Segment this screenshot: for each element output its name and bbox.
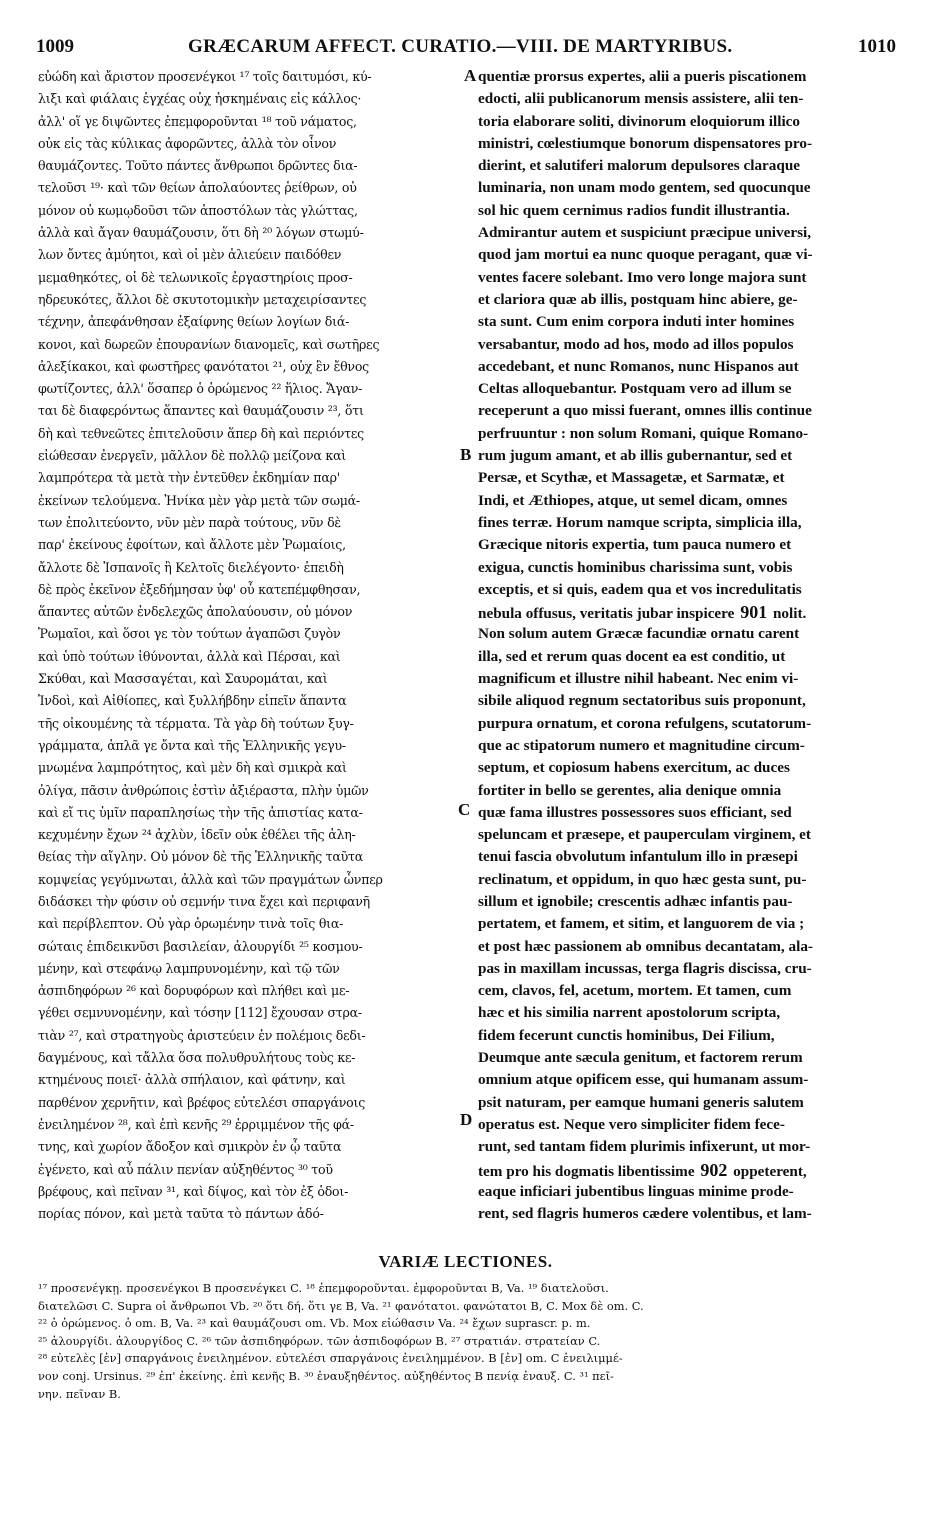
latin-text-line: et post hæc passionem ab omnibus decantatam, ala-	[478, 937, 813, 955]
latin-text-line: hæc et his similia narrent apostolorum scripta,	[478, 1004, 781, 1022]
greek-text-line: εἰώθεσαν ἐνεργεῖν, μᾶλλον δὲ πολλῷ μείζονα καὶ	[38, 448, 346, 464]
note-line: ²⁸ εὐτελὲς [ἐν] σπαργάνοις ἐνειλημένον. εὐτελέσι σπαργάνοις ἐνειλημμένον. B [ἐν] om. C ἐνειλιμμέ-	[38, 1351, 623, 1366]
latin-text-line: operatus est. Neque vero simpliciter fidem fece-	[478, 1115, 785, 1133]
variae-lectiones-title: VARIÆ LECTIONES.	[378, 1252, 553, 1271]
latin-text-line: fidem fecerunt cunctis hominibus, Dei Filium,	[478, 1026, 775, 1044]
greek-text-line: τῆς οἰκουμένης τὰ τέρματα. Τὰ γὰρ δὴ τούτων ξυγ-	[38, 715, 354, 731]
running-header	[36, 36, 896, 62]
latin-text-line: sibile aliquod regnum sectatoribus suis proponunt,	[478, 692, 806, 710]
latin-text-line: quæ fama illustres possessores suos efficiant, sed	[478, 803, 792, 821]
latin-text-line: que ac stipatorum numero et magnitudine circum-	[478, 736, 805, 754]
greek-text-line: κτημένους ποιεῖ· ἀλλὰ σπήλαιον, καὶ φάτνην, καὶ	[38, 1072, 346, 1088]
section-marker-b: B	[460, 445, 472, 464]
latin-text-line: septum, et copiosum habens exercitum, ac duces	[478, 759, 790, 777]
greek-text-line: εὐώδη καὶ ἄριστον προσενέγκοι ¹⁷ τοῖς δαιτυμόσι, κύ-	[38, 69, 372, 84]
greek-text-line: Σκύθαι, καὶ Μασσαγέται, καὶ Σαυρομάται, καὶ	[38, 671, 328, 687]
greek-text-line: τνης, καὶ χωρίον ἄδοξον καὶ σμικρὸν ἐν ᾧ ταῦτα	[38, 1139, 342, 1155]
latin-text-line: pas in maxillam incussas, terga flagris discissa, cru-	[478, 959, 812, 977]
latin-text-line: tenui fascia obvolutum infantulum illo in præsepi	[478, 848, 798, 866]
latin-text-line: sol hic quem cernimus radios fundit illustrantia.	[478, 201, 790, 219]
greek-text-line: βρέφους, καὶ πεῖναν ³¹, καὶ δίψος, καὶ τὸν ἐξ ὁδοι-	[38, 1183, 349, 1199]
latin-text-line: versabantur, modo ad hos, modo ad illos populos	[478, 335, 794, 353]
greek-text-line: τέχνην, ἀπεφάνθησαν ἐξαίφνης θείων λογίων διά-	[38, 314, 350, 330]
note-line: ²² ὁ ὁρώμενος. ὁ om. B, Va. ²³ καὶ θαυμάζουσι om. Vb. Mox εἰώθασιν Va. ²⁴ ἔχων suprascr. p. m.	[38, 1316, 591, 1331]
greek-column	[38, 66, 464, 1225]
latin-text-line: rent, sed flagris humeros cædere volentibus, et lam-	[478, 1205, 812, 1223]
greek-text-line: καὶ ὑπὸ τούτων ἰθύνονται, ἀλλὰ καὶ Πέρσαι, καὶ	[38, 648, 341, 664]
note-line: ¹⁷ προσενέγκῃ. προσενέγκοι B προσενέγκει C. ¹⁸ ἐπεμφοροῦνται. ἐμφοροῦνται B, Va. ¹⁹ διατελοῦσι.	[38, 1281, 609, 1295]
greek-text-line: ἐγένετο, καὶ αὖ πάλιν πενίαν αὐξηθέντος ³⁰ τοῦ	[38, 1161, 333, 1177]
greek-text-line: ἐκείνων τελούμενα. Ἡνίκα μὲν γὰρ μετὰ τῶν σωμά-	[38, 492, 360, 508]
latin-text-line: accedebant, et nunc Romanos, nunc Hispanos aut	[478, 357, 799, 375]
latin-text-line: illa, sed et rerum quas docent ea est conditio, ut	[478, 647, 786, 665]
greek-text-line: θείας τὴν αἴγλην. Οὐ μόνον δὲ τῆς Ἑλληνικῆς ταῦτα	[38, 849, 364, 865]
latin-text-line: edocti, alii publicanorum mensis assistere, alii ten-	[478, 90, 804, 108]
greek-text-line: φωτίζοντες, ἀλλ' ὅσαπερ ὁ ὁρώμενος ²² ἥλιος. Ἄγαν-	[38, 381, 363, 397]
section-marker-d: D	[460, 1110, 473, 1129]
latin-text-line: purpura ornatum, et corona refulgens, scutatorum-	[478, 714, 812, 732]
greek-text-line: μνωμένα λαμπρότητος, καὶ μὲν δὴ καὶ σμικρὰ καὶ	[38, 760, 347, 776]
greek-text-line: καὶ εἴ τις ὑμῖν παραπλησίως τὴν τῆς ἀπιστίας κατα-	[38, 804, 363, 820]
greek-text-line: λων ὄντες ἀμύητοι, καὶ οἱ μὲν ἁλιεύειν παιδόθεν	[38, 247, 342, 263]
latin-text-line: Persæ, et Scythæ, et Massagetæ, et Sarmatæ, et	[478, 469, 785, 487]
greek-text-line: κεχυμένην ἔχων ²⁴ ἀχλὺν, ἰδεῖν οὐκ ἐθέλει τῆς ἀλη-	[38, 827, 356, 843]
greek-text-line: σώταις ἐπιδεικνῦσι βασιλείαν, ἁλουργίδι ²⁵ κοσμου-	[38, 938, 363, 954]
greek-text-line: ἀσπιδηφόρων ²⁶ καὶ δορυφόρων καὶ πλήθει καὶ με-	[38, 983, 350, 999]
page-marker-902: 902	[700, 1159, 728, 1180]
greek-text-line: πορίας πόνον, καὶ μετὰ ταῦτα τὸ πάντων ἀδό-	[38, 1206, 324, 1222]
latin-text-line: eaque inficiari jubentibus linguas minime prode-	[478, 1182, 794, 1200]
greek-text-line: γράμματα, ἁπλᾶ γε ὄντα καὶ τῆς Ἑλληνικῆς γεγυ-	[38, 737, 346, 753]
latin-text-line: Indi, et Æthiopes, atque, ut semel dicam, omnes	[478, 491, 788, 509]
greek-text-line: ἐνειλημένον ²⁸, καὶ ἐπὶ κενῆς ²⁹ ἐρριμμένον τῆς φά-	[38, 1116, 354, 1132]
latin-inline-text: oppeterent,	[733, 1162, 807, 1180]
greek-text-line: μόνον οὐ κωμῳδοῦσι τῶν ἀποστόλων τὰς γλώττας,	[38, 202, 358, 218]
note-line: ²⁵ ἁλουργίδι. ἁλουργίδος C. ²⁶ τῶν ἀσπιδηφόρων. τῶν ἀσπιδοφόρων B. ²⁷ στρατιάν. στρατείαν C.	[38, 1333, 601, 1348]
greek-text-line: λαμπρότερα τὰ μετὰ τὴν ἐντεῦθεν ἐκδημίαν παρ'	[38, 470, 340, 486]
note-line: νον conj. Ursinus. ²⁹ ἐπ' ἐκείνης. ἐπὶ κενῆς B. ³⁰ ἐναυξηθέντος. αὐξηθέντος B πενίᾳ ἐναυξ. C. ³¹ πεῖ-	[38, 1368, 614, 1383]
latin-text-line: sta sunt. Cum enim corpora induti inter homines	[478, 313, 795, 331]
note-line: διατελῶσι C. Supra οἱ ἄνθρωποι Vb. ²⁰ ὅτι δή. ὅτι γε B, Va. ²¹ φανότατοι. φανώτατοι B, C. Mox δὲ om. C.	[38, 1298, 644, 1313]
greek-text-line: μεμαθηκότες, οἱ δὲ τελωνικοῖς ἐργαστηρίοις προσ-	[38, 269, 353, 285]
latin-text-line: et clariora quæ ab illis, postquam hinc abiere, ge-	[478, 290, 798, 308]
latin-text-line: exceptis, et si quis, eadem qua et vos incredulitatis	[478, 580, 802, 598]
latin-text-line: toria elaborare soliti, divinorum eloquiorum illico	[478, 112, 801, 130]
latin-text-line: psit naturam, per eamque humani generis salutem	[478, 1093, 804, 1111]
greek-text-line: ἀλλ' οἵ γε διψῶντες ἐπεμφοροῦνται ¹⁸ τοῦ νάματος,	[38, 113, 357, 129]
greek-text-line: ηδρευκότες, ἄλλοι δὲ σκυτοτομικὴν μεταχειρίσαντες	[38, 291, 367, 307]
greek-text-line: ἄλλοτε δὲ Ἱσπανοῖς ἢ Κελτοῖς διελέγοντο· ἐπειδὴ	[38, 559, 344, 575]
greek-text-line: τιὰν ²⁷, καὶ στρατηγοὺς ἀριστεύειν ἐν πολέμοις δεδι-	[38, 1027, 366, 1043]
greek-text-line: ἀλλὰ καὶ ἄγαν θαυμάζουσιν, ὅτι δὴ ²⁰ λόγων στωμύ-	[38, 225, 364, 241]
latin-text-line: pertatem, et famem, et sitim, et languorem de via ;	[478, 915, 805, 933]
greek-text-line: ἀλεξίκακοι, καὶ φωστῆρες φανότατοι ²¹, οὐχ ἓν ἔθνος	[38, 358, 369, 374]
note-line: νην. πεῖναν B.	[38, 1386, 121, 1401]
greek-text-line: γέθει σεμνυνομένην, καὶ τόσην [112] ἔχουσαν στρα-	[38, 1005, 362, 1021]
latin-text-line: Non solum autem Græcæ facundiæ ornatu carent	[478, 625, 800, 643]
page-number-right: 1010	[858, 36, 896, 57]
latin-text-line: ministri, cœlestiumque bonorum dispensatores pro-	[478, 134, 813, 152]
latin-text-line: Græcique nitoris expertia, tum pauca numero et	[478, 536, 792, 554]
latin-text-line: receperunt a quo missi fuerant, omnes illis continue	[478, 402, 812, 420]
latin-text-line: runt, sed tantam fidem plurimis infixerunt, ut mor-	[478, 1138, 811, 1156]
latin-text-line: sillum et ignobile; crescentis adhæc infantis pau-	[478, 892, 793, 910]
latin-text-line: Deumque ante sæcula genitum, et factorem rerum	[478, 1049, 803, 1067]
latin-text-line: speluncam et præsepe, et pauperculam virginem, et	[478, 826, 811, 844]
greek-text-line: Ἰνδοὶ, καὶ Αἰθίοπες, καὶ ξυλλήβδην εἰπεῖν ἅπαντα	[38, 693, 347, 709]
greek-text-line: δαγμένους, καὶ τἄλλα ὅσα πολυθρυλήτους τοὺς κε-	[38, 1050, 356, 1066]
latin-text-line: quentiæ prorsus expertes, alii a pueris piscationem	[478, 68, 807, 85]
latin-text-line: Celtas alloquebantur. Postquam vero ad illum se	[478, 380, 792, 398]
greek-text-line: κομψείας γεγύμνωται, ἀλλὰ καὶ τῶν πραγμάτων ὧνπερ	[38, 871, 383, 887]
latin-column	[478, 66, 892, 1225]
latin-text-line: reclinatum, et oppidum, in quo hæc gesta sunt, pu-	[478, 870, 807, 888]
greek-text-line: διδάσκει τὴν φύσιν οὐ σεμνήν τινα ἔχει καὶ περιφανῆ	[38, 893, 370, 909]
greek-text-line: δὴ καὶ τεθνεῶτες ἐπιτελοῦσιν ἅπερ δὴ καὶ περιόντες	[38, 425, 364, 441]
greek-text-line: ται δὲ διαφερόντως ἅπαντες καὶ θαυμάζουσιν ²³, ὅτι	[38, 403, 364, 419]
latin-text-line: perfruuntur : non solum Romani, quique Romano-	[478, 424, 809, 442]
latin-inline-text: nolit.	[772, 605, 807, 623]
greek-text-line: Ῥωμαῖοι, καὶ ὅσοι γε τὸν τούτων ἀγαπῶσι ζυγὸν	[38, 626, 341, 642]
greek-text-line: καὶ περίβλεπτον. Οὐ γὰρ ὁρωμένην τινὰ τοῖς θια-	[38, 916, 344, 932]
greek-text-line: ὀλίγα, πᾶσιν ἀνθρώποις ἐστὶν ἀξιέραστα, πλὴν ὑμῶν	[38, 782, 369, 798]
running-title: GRÆCARUM AFFECT. CURATIO.—VIII. DE MARTYRIBUS.	[188, 36, 733, 57]
page-number-left: 1009	[36, 36, 74, 57]
latin-text-line: tem pro his dogmatis libentissime 902 oppeterent,	[478, 1159, 807, 1180]
greek-text-line: μένην, καὶ στεφάνῳ λαμπρυνομένην, καὶ τῷ τῶν	[38, 960, 340, 976]
greek-text-line: παρ' ἐκείνους ἐφοίτων, καὶ ἄλλοτε μὲν Ῥωμαίοις,	[38, 537, 346, 553]
latin-text-line: dierint, et salutiferi malorum depulsores claraque	[478, 157, 800, 175]
latin-text-line: luminaria, non unam modo gentem, sed quocunque	[478, 179, 811, 197]
latin-text-line: rum jugum amant, et ab illis gubernantur, sed et	[478, 447, 793, 465]
greek-text-line: κονοι, καὶ δωρεῶν ἐπουρανίων διανομεῖς, καὶ σωτῆρες	[38, 336, 380, 352]
greek-text-line: δὲ πρὸς ἐκεῖνον ἐξεδήμησαν ὑφ' οὗ κατεπέμφθησαν,	[38, 581, 361, 597]
greek-text-line: θαυμάζοντες. Τοῦτο πάντες ἄνθρωποι δρῶντες δια-	[38, 158, 358, 174]
latin-text-line: Admirantur autem et suspiciunt præcipue universi,	[478, 224, 812, 242]
greek-text-line: ἅπαντες αὐτῶν ἐνδελεχῶς ἀπολαύουσιν, οὐ μόνον	[38, 604, 353, 620]
greek-text-line: οὐκ εἰς τὰς κύλικας ἀφορῶντες, ἀλλὰ τὸν οἶνον	[38, 135, 337, 151]
latin-text-line: cem, clavos, fel, acetum, mortem. Et tamen, cum	[478, 982, 792, 1000]
page-marker-901: 901	[740, 602, 768, 623]
greek-text-line: παρθένον χερνῆτιν, καὶ βρέφος εὐτελέσι σπαργάνοις	[38, 1094, 366, 1110]
latin-text-line: ventes facere solebant. Imo vero longe majora sunt	[478, 268, 807, 286]
section-marker-a: A	[464, 66, 477, 85]
latin-text-line: magnificum et illustre nihil habeant. Nec enim vi-	[478, 670, 799, 688]
section-marker-c: C	[458, 800, 471, 819]
latin-text-line: nebula offusus, veritatis jubar inspicere 901 nolit.	[478, 602, 807, 623]
latin-text-line: quod jam mortui ea nunc quoque peragant, quæ vi-	[478, 246, 813, 264]
variant-readings-notes	[38, 1280, 894, 1403]
greek-text-line: τελοῦσι ¹⁹· καὶ τῶν θείων ἀπολαύοντες ῥείθρων, οὐ	[38, 180, 357, 196]
greek-text-line: λιξι καὶ φιάλαις ἐγχέας οὐχ ἠσκημέναις εἰς κάλλος·	[38, 91, 362, 107]
latin-text-line: fortiter in bello se gerentes, alia denique omnia	[478, 781, 782, 799]
greek-text-line: των ἐπολιτεύοντο, νῦν μὲν παρὰ τούτους, νῦν δὲ	[38, 514, 341, 530]
latin-text-line: omnium atque opificem esse, qui humanam assum-	[478, 1071, 809, 1089]
latin-text-line: exigua, cunctis hominibus charissima sunt, vobis	[478, 558, 793, 576]
latin-text-line: fines terræ. Horum namque scripta, simplicia illa,	[478, 513, 802, 531]
